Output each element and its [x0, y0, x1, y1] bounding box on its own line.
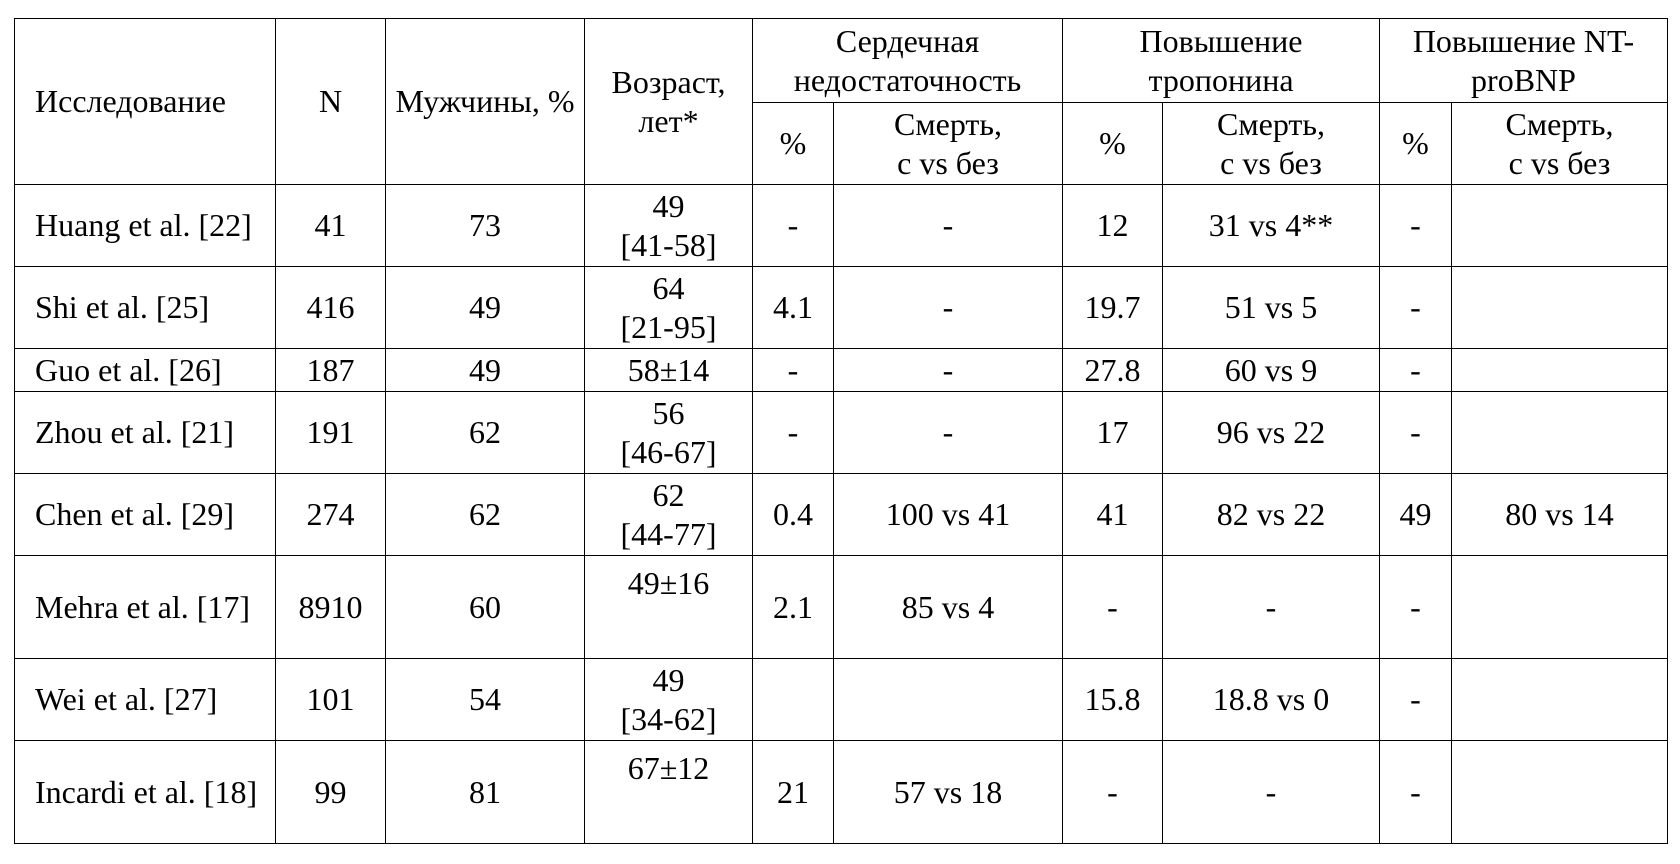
- cell-age-value: 49: [652, 662, 685, 699]
- cell-trop-pct: -: [1063, 741, 1163, 844]
- cell-hf-pct: [753, 659, 834, 741]
- cell-hf-pct: -: [753, 392, 834, 474]
- cell-bnp-death: [1452, 392, 1668, 474]
- header-trop-death: [1163, 103, 1380, 185]
- cell-hf-death: -: [834, 392, 1063, 474]
- cell-study: Guo et al. [26]: [15, 349, 276, 392]
- cell-trop-death: 31 vs 4**: [1163, 185, 1380, 267]
- cell-age: [585, 267, 753, 349]
- cell-bnp-death: [1452, 659, 1668, 741]
- cell-age: [585, 474, 753, 556]
- studies-table: [14, 18, 1668, 844]
- death-label-line1: Смерть,: [894, 106, 1002, 143]
- cell-age: [585, 349, 753, 392]
- cell-age-range: [46-67]: [620, 433, 717, 470]
- cell-bnp-death: [1452, 349, 1668, 392]
- cell-n: 8910: [276, 556, 386, 659]
- header-bnp-death: [1452, 103, 1668, 185]
- cell-age-value: 49±16: [627, 565, 710, 601]
- cell-hf-pct: -: [753, 185, 834, 267]
- header-study: Исследование: [15, 19, 276, 185]
- cell-hf-pct: 21: [753, 741, 834, 844]
- death-label-line2: с vs без: [1508, 144, 1611, 181]
- table-row: [15, 349, 1668, 392]
- cell-n: 41: [276, 185, 386, 267]
- cell-trop-pct: 41: [1063, 474, 1163, 556]
- cell-n: 101: [276, 659, 386, 741]
- cell-men: 62: [386, 474, 585, 556]
- cell-study: Mehra et al. [17]: [15, 556, 276, 659]
- table-row: [15, 474, 1668, 556]
- cell-bnp-pct: -: [1380, 556, 1452, 659]
- cell-men: 54: [386, 659, 585, 741]
- cell-age-value: 67±12: [627, 750, 710, 786]
- table-body: [15, 185, 1668, 844]
- table-row: [15, 741, 1668, 844]
- cell-hf-pct: 4.1: [753, 267, 834, 349]
- cell-men: 49: [386, 349, 585, 392]
- table-container: [14, 18, 1668, 844]
- table-row: [15, 556, 1668, 659]
- cell-trop-pct: 27.8: [1063, 349, 1163, 392]
- cell-trop-death: 18.8 vs 0: [1163, 659, 1380, 741]
- cell-trop-pct: 17: [1063, 392, 1163, 474]
- table-row: [15, 267, 1668, 349]
- cell-n: 274: [276, 474, 386, 556]
- cell-men: 81: [386, 741, 585, 844]
- cell-bnp-pct: -: [1380, 659, 1452, 741]
- cell-hf-death: [834, 659, 1063, 741]
- cell-age-value: 58±14: [627, 351, 710, 388]
- cell-hf-death: 57 vs 18: [834, 741, 1063, 844]
- cell-age: [585, 741, 753, 844]
- cell-age-value: 49: [652, 188, 685, 225]
- cell-bnp-death: 80 vs 14: [1452, 474, 1668, 556]
- header-men: Мужчины, %: [386, 19, 585, 185]
- cell-hf-pct: 2.1: [753, 556, 834, 659]
- cell-age-range: [21-95]: [620, 308, 717, 345]
- cell-age: [585, 556, 753, 659]
- cell-n: 99: [276, 741, 386, 844]
- cell-trop-death: 82 vs 22: [1163, 474, 1380, 556]
- cell-hf-pct: 0.4: [753, 474, 834, 556]
- header-trop-pct: %: [1063, 103, 1163, 185]
- cell-bnp-death: [1452, 741, 1668, 844]
- death-label-line2: с vs без: [1220, 144, 1322, 181]
- header-n: N: [276, 19, 386, 185]
- death-label-line2: с vs без: [897, 144, 999, 181]
- cell-age-value: 56: [652, 395, 685, 432]
- cell-men: 73: [386, 185, 585, 267]
- cell-hf-death: -: [834, 185, 1063, 267]
- cell-age: [585, 185, 753, 267]
- cell-study: Huang et al. [22]: [15, 185, 276, 267]
- death-label-line1: Смерть,: [1217, 106, 1325, 143]
- header-hf-pct: %: [753, 103, 834, 185]
- cell-bnp-pct: -: [1380, 349, 1452, 392]
- cell-age: [585, 392, 753, 474]
- cell-men: 49: [386, 267, 585, 349]
- death-label-line1: Смерть,: [1505, 106, 1614, 143]
- cell-age-range: [34-62]: [620, 700, 717, 737]
- cell-bnp-pct: -: [1380, 267, 1452, 349]
- cell-n: 191: [276, 392, 386, 474]
- cell-age-value: 62: [652, 477, 685, 514]
- cell-trop-pct: -: [1063, 556, 1163, 659]
- cell-n: 187: [276, 349, 386, 392]
- cell-trop-death: 51 vs 5: [1163, 267, 1380, 349]
- header-nt-probnp: Повышение NT-proBNP: [1380, 19, 1668, 103]
- cell-hf-death: 100 vs 41: [834, 474, 1063, 556]
- header-bnp-pct: %: [1380, 103, 1452, 185]
- header-troponin: Повышение тропонина: [1063, 19, 1380, 103]
- cell-bnp-pct: -: [1380, 392, 1452, 474]
- cell-study: Zhou et al. [21]: [15, 392, 276, 474]
- cell-age-range: [44-77]: [620, 515, 717, 552]
- cell-trop-pct: 19.7: [1063, 267, 1163, 349]
- cell-bnp-pct: -: [1380, 185, 1452, 267]
- cell-study: Shi et al. [25]: [15, 267, 276, 349]
- cell-men: 62: [386, 392, 585, 474]
- table-row: [15, 659, 1668, 741]
- cell-age: [585, 659, 753, 741]
- header-age: Возраст, лет*: [585, 19, 753, 185]
- cell-men: 60: [386, 556, 585, 659]
- cell-hf-pct: -: [753, 349, 834, 392]
- cell-age-range: [41-58]: [620, 226, 717, 263]
- cell-bnp-pct: 49: [1380, 474, 1452, 556]
- cell-trop-death: 96 vs 22: [1163, 392, 1380, 474]
- cell-study: Chen et al. [29]: [15, 474, 276, 556]
- header-row-1: [15, 19, 1668, 103]
- cell-trop-death: -: [1163, 556, 1380, 659]
- cell-age-value: 64: [652, 270, 685, 307]
- cell-bnp-death: [1452, 185, 1668, 267]
- cell-trop-pct: 15.8: [1063, 659, 1163, 741]
- cell-trop-death: 60 vs 9: [1163, 349, 1380, 392]
- header-hf-death: [834, 103, 1063, 185]
- cell-hf-death: -: [834, 267, 1063, 349]
- cell-bnp-death: [1452, 556, 1668, 659]
- cell-hf-death: 85 vs 4: [834, 556, 1063, 659]
- cell-study: Incardi et al. [18]: [15, 741, 276, 844]
- table-row: [15, 185, 1668, 267]
- cell-study: Wei et al. [27]: [15, 659, 276, 741]
- cell-hf-death: -: [834, 349, 1063, 392]
- cell-bnp-pct: -: [1380, 741, 1452, 844]
- header-heart-failure: Сердечная недостаточность: [753, 19, 1063, 103]
- cell-trop-death: -: [1163, 741, 1380, 844]
- cell-n: 416: [276, 267, 386, 349]
- cell-trop-pct: 12: [1063, 185, 1163, 267]
- cell-bnp-death: [1452, 267, 1668, 349]
- table-row: [15, 392, 1668, 474]
